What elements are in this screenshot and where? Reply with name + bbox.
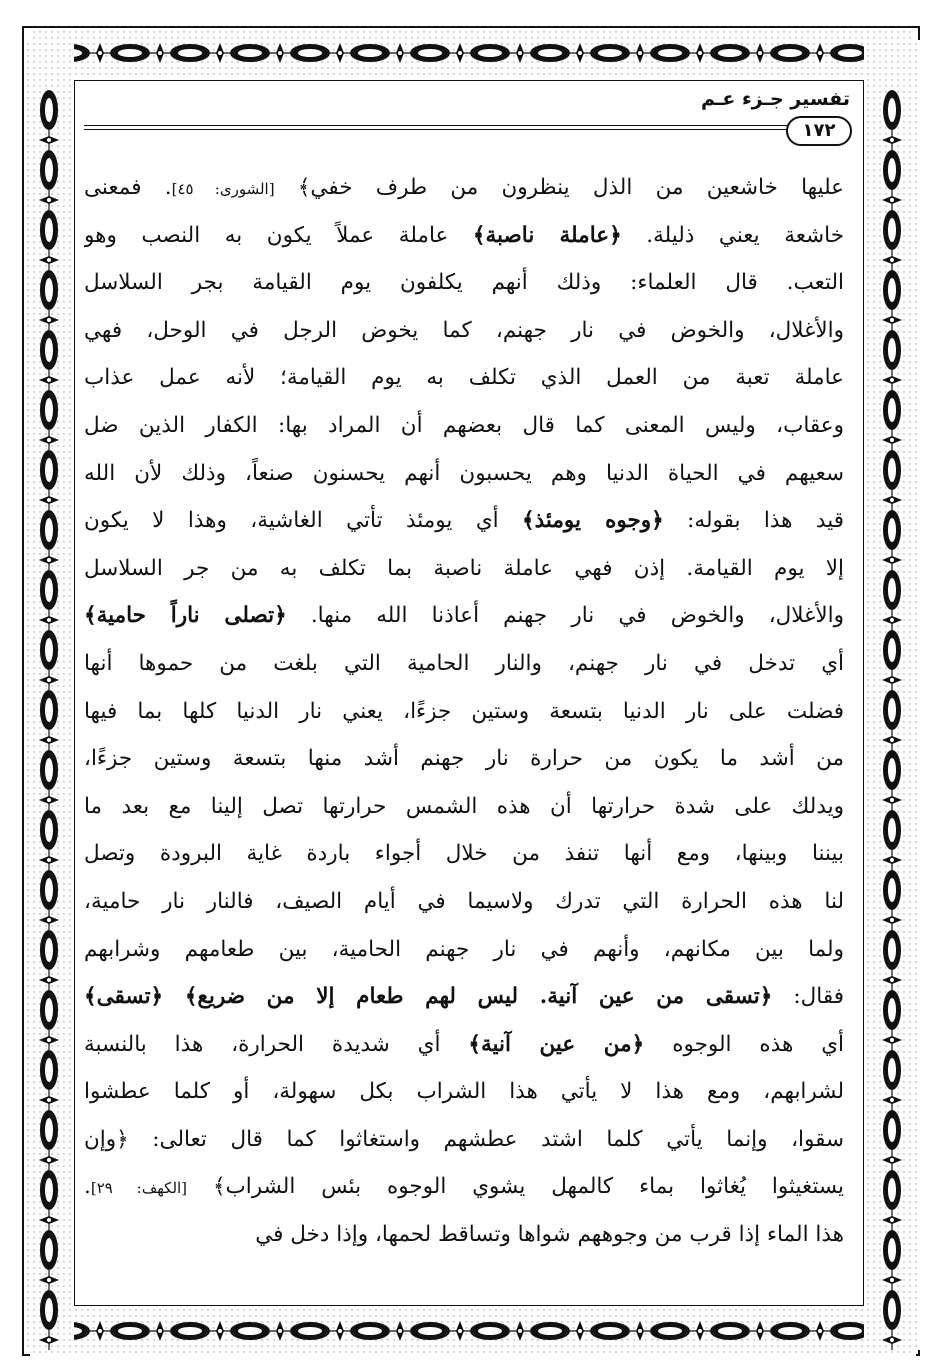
ornament-unit: [39, 510, 59, 570]
text-segment: التعب. قال العلماء: وذلك أنهم يكلفون يوم القيامة بجر السلاسل: [84, 270, 844, 296]
text-segment: قيد هذا بقوله:: [663, 508, 844, 534]
ornament-unit: [882, 1170, 902, 1230]
ornament-unit: [590, 1321, 650, 1341]
page-number: ١٧٢: [786, 116, 852, 146]
ornament-unit: [230, 43, 290, 63]
text-line: [84, 259, 844, 307]
text-segment: عاملة تعبة من العمل الذي تكلف به يوم القيامة؛ لأنه عمل عذاب: [84, 365, 844, 391]
ornament-unit: [882, 990, 902, 1050]
ornament-unit: [882, 90, 902, 150]
text-segment: فضلت على نار الدنيا بتسعة وستين جزءًا، يعني نار الدنيا كلها بما فيها: [84, 698, 844, 724]
text-line: [84, 1068, 844, 1116]
ornament-unit: [530, 43, 590, 63]
text-line: [84, 878, 844, 926]
ornament-unit: [882, 1290, 902, 1350]
ornament-unit: [882, 810, 902, 870]
ornament-unit: [882, 1110, 902, 1170]
ornament-unit: [710, 43, 770, 63]
ornament-band-bottom: [30, 1306, 916, 1356]
text-segment: . فمعنى: [84, 175, 172, 200]
ornament-unit: [39, 210, 59, 270]
text-segment: إلا يوم القيامة. إذن فهي عاملة ناصبة بما تكلف به من جر السلاسل: [84, 555, 844, 581]
ornament-unit: [39, 690, 59, 750]
text-line: [84, 1116, 844, 1164]
ornament-unit: [882, 870, 902, 930]
text-segment: ولما بين مكانهم، وأنهم في نار جهنم الحامية، بين طعامهم وشرابهم: [84, 936, 844, 962]
ornament-unit: [39, 450, 59, 510]
ornament-unit: [39, 1050, 59, 1110]
ornament-unit: [882, 150, 902, 210]
text-line: [84, 1163, 844, 1211]
ornament-unit: [470, 43, 530, 63]
ornament-unit: [39, 1170, 59, 1230]
ornament-unit: [650, 43, 710, 63]
text-segment: لنا هذه الحرارة التي تدرك ولاسيما في أيام الصيف، فالنار نار حامية،: [84, 888, 844, 914]
ornament-unit: [882, 270, 902, 330]
ornament-unit: [770, 43, 830, 63]
ornament-unit: [39, 150, 59, 210]
ornament-unit: [410, 1321, 470, 1341]
text-segment: والأغلال، والخوض في نار جهنم أعاذنا الله منها.: [286, 603, 844, 629]
text-line: [84, 497, 844, 545]
header-rule: [84, 125, 789, 130]
text-line: [84, 735, 844, 783]
text-segment: من أشد ما يكون من حرارة نار جهنم أشد منها بتسعة وستين جزءًا،: [84, 746, 844, 772]
text-segment: سعيهم في الحياة الدنيا وهم يحسبون أنهم يحسنون صنعاً، وذلك لأن الله: [84, 460, 844, 486]
text-line: [84, 830, 844, 878]
text-line: [84, 402, 844, 450]
text-line: [84, 450, 844, 498]
ornament-unit: [710, 1321, 770, 1341]
text-line: [84, 212, 844, 260]
ornament-unit: [882, 390, 902, 450]
ornament-unit: [882, 1050, 902, 1110]
ornament-unit: [530, 1321, 590, 1341]
text-segment: أي تدخل في نار جهنم، والنار الحامية التي بلغت من حموها أنها: [84, 650, 844, 676]
text-line: [84, 926, 844, 974]
text-segment: ويدلك على شدة حرارتها أن هذه الشمس حرارتها تصل إلينا مع بعد ما: [84, 793, 844, 819]
quran-quote: ﴿من عين آنية﴾: [468, 1031, 645, 1057]
ornament-unit: [882, 1230, 902, 1290]
ornament-unit: [882, 630, 902, 690]
ornament-unit: [882, 450, 902, 510]
ornament-unit: [39, 90, 59, 150]
text-segment: أي شديدة الحرارة، هذا بالنسبة: [84, 1031, 469, 1057]
text-segment: عليها خاشعين من الذل ينظرون من طرف خفي﴾: [274, 175, 844, 200]
text-line: [84, 973, 844, 1021]
ornament-unit: [882, 330, 902, 390]
text-line: [84, 1211, 844, 1259]
ornament-unit: [39, 930, 59, 990]
ornament-unit: [39, 1290, 59, 1350]
ornament-unit: [590, 43, 650, 63]
text-segment: والأغلال، والخوض في نار جهنم، كما يخوض الرجل في الوحل، فهي: [84, 317, 844, 343]
text-segment: عاملة عملاً يكون به النصب وهو: [84, 222, 473, 248]
text-line: [84, 640, 844, 688]
text-segment: وعقاب، وليس المعنى كما قال بعضهم أن المراد بها: الكفار الذين ضل: [84, 412, 844, 438]
ornament-unit: [230, 1321, 290, 1341]
text-segment: سقوا، وإنما يأتي كلما اشتد عطشهم واستغاثوا كما قال تعالى: ﴿وإن: [84, 1126, 844, 1152]
quran-quote: ﴿تسقى من عين آنية. ليس لهم طعام إلا من ضريع﴾ ﴿تسقى﴾: [84, 984, 773, 1010]
ornament-unit: [410, 43, 470, 63]
ornament-unit: [882, 570, 902, 630]
text-segment: خاشعة يعني ذليلة.: [621, 222, 844, 248]
text-line: [84, 164, 844, 212]
ornament-unit: [39, 570, 59, 630]
ornament-unit: [350, 1321, 410, 1341]
verse-reference: [الشورى: ٤٥]: [171, 180, 275, 198]
ornament-unit: [39, 1110, 59, 1170]
verse-reference: [الكهف: ٢٩]: [90, 1179, 188, 1198]
ornament-unit: [650, 1321, 710, 1341]
ornament-unit: [170, 1321, 230, 1341]
ornament-unit: [39, 1230, 59, 1290]
quran-quote: ﴿عاملة ناصبة﴾: [472, 222, 622, 248]
ornament-unit: [770, 1321, 830, 1341]
text-line: [84, 354, 844, 402]
ornament-unit: [39, 630, 59, 690]
text-segment: أي هذه الوجوه: [644, 1031, 844, 1057]
ornament-unit: [39, 270, 59, 330]
ornament-unit: [39, 990, 59, 1050]
quran-quote: ﴿وجوه يومئذ﴾: [522, 508, 664, 534]
text-segment: بيننا وبينها، ومع أنها تنفذ من خلال أجواء باردة غاية البرودة وتصل: [84, 841, 844, 867]
text-segment: هذا الماء إذا قرب من وجوههم شواها وتساقط لحمها، وإذا دخل في: [255, 1222, 844, 1248]
text-line: [84, 307, 844, 355]
ornament-unit: [882, 930, 902, 990]
ornament-unit: [39, 330, 59, 390]
ornament-unit: [882, 750, 902, 810]
ornament-unit: [882, 210, 902, 270]
body-text: [84, 164, 844, 1259]
ornament-unit: [882, 690, 902, 750]
ornament-band-left: [24, 40, 74, 1350]
ornament-unit: [39, 810, 59, 870]
ornament-unit: [470, 1321, 530, 1341]
ornament-unit: [882, 510, 902, 570]
text-line: [84, 783, 844, 831]
ornament-band-top: [30, 28, 916, 78]
ornament-unit: [110, 43, 170, 63]
ornament-unit: [350, 43, 410, 63]
ornament-unit: [39, 750, 59, 810]
ornament-unit: [110, 1321, 170, 1341]
ornament-unit: [39, 870, 59, 930]
ornament-unit: [290, 43, 350, 63]
text-segment: أي يومئذ تأتي الغاشية، وهذا لا يكون: [84, 508, 523, 534]
ornament-unit: [170, 43, 230, 63]
text-segment: .: [84, 1174, 91, 1200]
text-segment: يستغيثوا يُغاثوا بماء كالمهل يشوي الوجوه بئس الشراب﴾: [187, 1174, 844, 1200]
text-line: [84, 545, 844, 593]
ornament-unit: [290, 1321, 350, 1341]
ornament-unit: [39, 390, 59, 450]
text-line: [84, 592, 844, 640]
text-line: [84, 1021, 844, 1069]
ornament-band-right: [864, 40, 920, 1350]
text-line: [84, 688, 844, 736]
running-title: تفسير جـزء عـم: [700, 88, 850, 110]
quran-quote: ﴿تصلى ناراً حامية﴾: [84, 603, 287, 629]
text-segment: لشرابهم، ومع هذا لا يأتي هذا الشراب بكل سهولة، أو كلما عطشوا: [84, 1079, 844, 1105]
text-segment: فقال:: [772, 984, 844, 1010]
